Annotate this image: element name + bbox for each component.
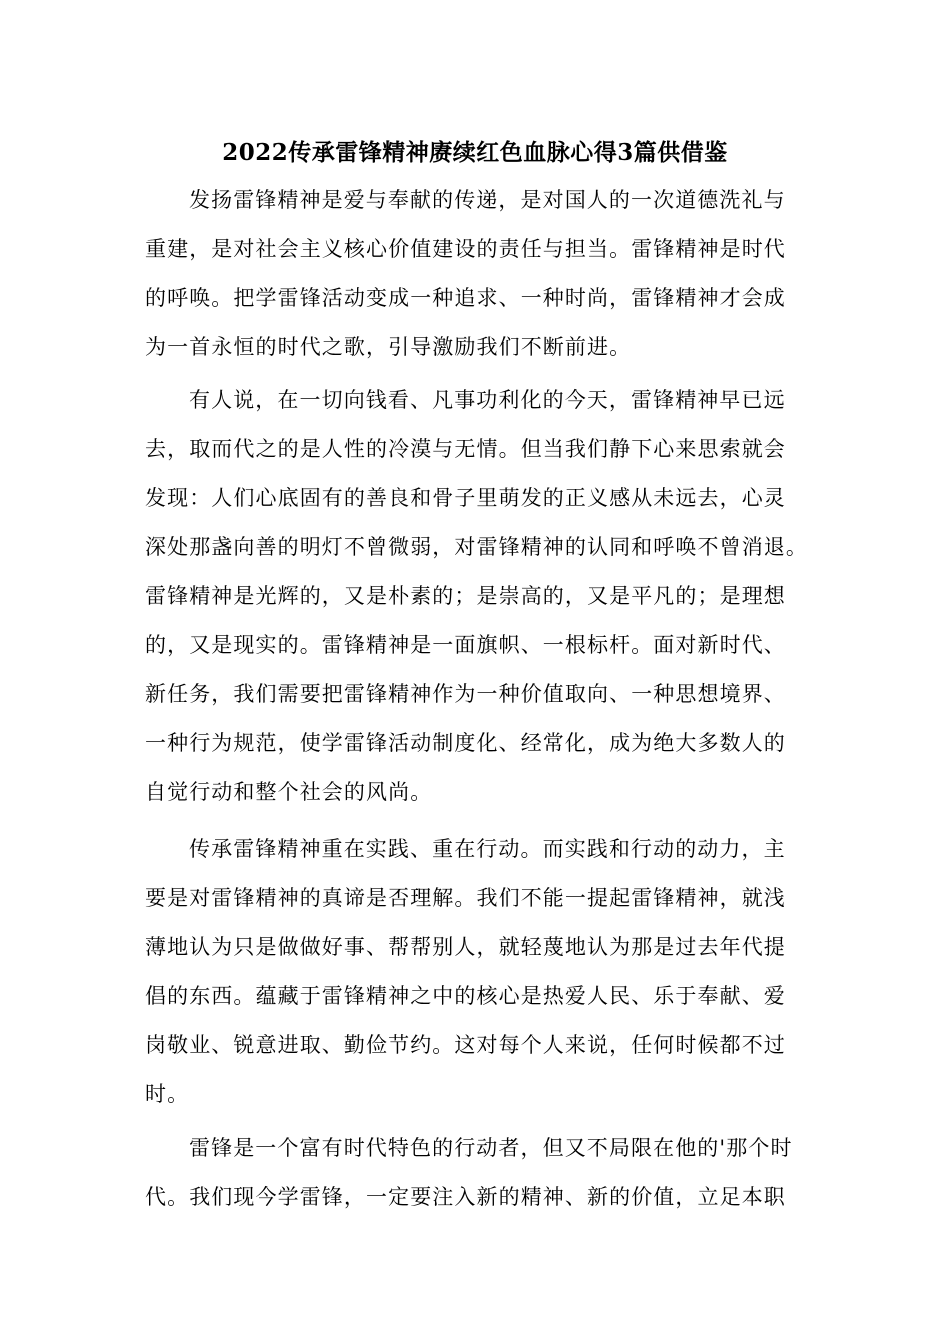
paragraph-1 <box>145 176 825 372</box>
paragraph-line: 代。我们现今学雷锋，一定要注入新的精神、新的价值，立足本职 <box>145 1185 786 1209</box>
paragraph-line: 为一首永恒的时代之歌，引导激励我们不断前进。 <box>145 335 632 359</box>
paragraph-line: 新任务，我们需要把雷锋精神作为一种价值取向、一种思想境界、 <box>145 682 786 706</box>
paragraph-line: 岗敬业、锐意进取、勤俭节约。这对每个人来说，任何时候都不过 <box>145 1033 786 1057</box>
paragraph-line: 发现：人们心底固有的善良和骨子里萌发的正义感从未远去，心灵 <box>145 486 786 510</box>
paragraph-line: 发扬雷锋精神是爱与奉献的传递，是对国人的一次道德洗礼与 <box>189 188 786 212</box>
paragraph-line: 有人说，在一切向钱看、凡事功利化的今天，雷锋精神早已远 <box>189 388 786 412</box>
paragraph-line: 薄地认为只是做做好事、帮帮别人，就轻蔑地认为那是过去年代提 <box>145 935 786 959</box>
paragraph-line: 雷锋是一个富有时代特色的行动者，但又不局限在他的'那个时 <box>189 1136 793 1160</box>
paragraph-4 <box>145 1124 825 1222</box>
paragraph-line: 的呼唤。把学雷锋活动变成一种追求、一种时尚，雷锋精神才会成 <box>145 286 786 310</box>
paragraph-line: 重建，是对社会主义核心价值建设的责任与担当。雷锋精神是时代 <box>145 237 786 261</box>
paragraph-line: 倡的东西。蕴藏于雷锋精神之中的核心是热爱人民、乐于奉献、爱 <box>145 984 786 1008</box>
paragraph-line: 雷锋精神是光辉的，又是朴素的；是崇高的，又是平凡的；是理想 <box>145 584 786 608</box>
paragraph-line: 要是对雷锋精神的真谛是否理解。我们不能一提起雷锋精神，就浅 <box>145 886 786 910</box>
paragraph-line: 去，取而代之的是人性的冷漠与无情。但当我们静下心来思索就会 <box>145 437 786 461</box>
paragraph-line: 的，又是现实的。雷锋精神是一面旗帜、一根标杆。面对新时代、 <box>145 633 786 657</box>
paragraph-2 <box>145 376 825 817</box>
paragraph-3 <box>145 825 825 1119</box>
paragraph-line: 一种行为规范，使学雷锋活动制度化、经常化，成为绝大多数人的 <box>145 731 786 755</box>
paragraph-line: 深处那盏向善的明灯不曾微弱，对雷锋精神的认同和呼唤不曾消退。 <box>145 535 808 559</box>
paragraph-line: 传承雷锋精神重在实践、重在行动。而实践和行动的动力，主 <box>189 837 786 861</box>
paragraph-line: 自觉行动和整个社会的风尚。 <box>145 780 433 804</box>
paragraph-line: 时。 <box>145 1082 190 1106</box>
document-title: 2022传承雷锋精神赓续红色血脉心得3篇供借鉴 <box>222 139 728 166</box>
